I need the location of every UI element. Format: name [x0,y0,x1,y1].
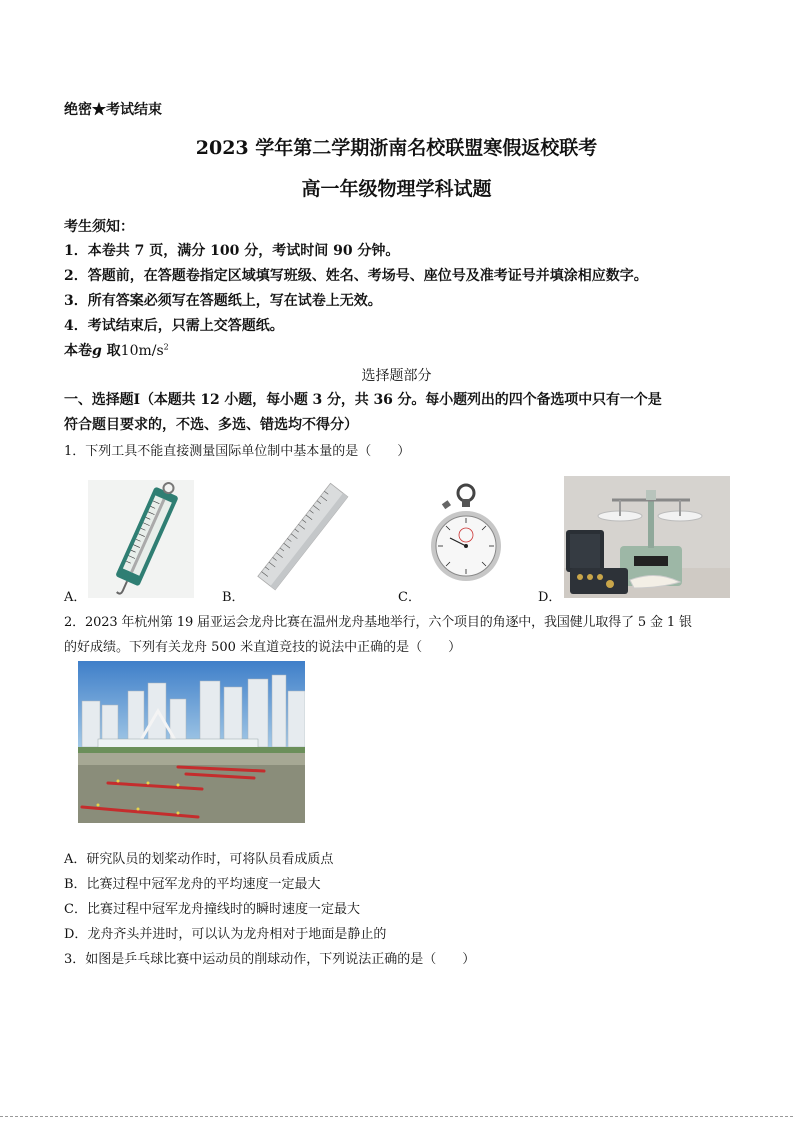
question-1-stem: 1．下列工具不能直接测量国际单位制中基本量的是（ ） [64,444,411,459]
q1-option-a-label: A． [64,590,87,605]
gravity-exponent: 2 [163,342,169,352]
notice-item: 2．答题前，在答题卷指定区域填写班级、姓名、考场号、座位号及准考证号并填涂相应数字。 [64,268,648,284]
q2-option-c: C．比赛过程中冠军龙舟撞线时的瞬时速度一定最大 [64,902,360,917]
notice-heading: 考生须知： [64,219,134,235]
part-title: 选择题部分 [361,368,432,384]
gravity-note [64,340,169,360]
question-3-stem: 3．如图是乒乓球比赛中运动员的削球动作，下列说法正确的是（ ） [64,952,476,967]
q1-option-d-label: D． [538,590,562,605]
dragon-boat-race-image [78,661,305,823]
gravity-value: 10m/s [120,343,164,359]
gravity-mid: 取 [101,343,121,359]
gravity-symbol: g [92,343,102,359]
q2-option-d: D．龙舟齐头并进时，可以认为龙舟相对于地面是静止的 [64,927,387,942]
notice-item: 4．考试结束后，只需上交答题纸。 [64,318,284,334]
q2-option-b: B．比赛过程中冠军龙舟的平均速度一定最大 [64,877,321,892]
ruler-image [245,478,360,596]
page-bottom-divider [0,1116,793,1117]
q1-option-c-label: C． [398,590,421,605]
stopwatch-image [428,480,504,596]
q2-option-a: A．研究队员的划桨动作时，可将队员看成质点 [64,852,334,867]
question-2-stem-line1: 2．2023 年杭州第 19 届亚运会龙舟比赛在温州龙舟基地举行，六个项目的角逐中，我国健儿取得了 5 金 1 银 [64,615,692,630]
spring-scale-image [88,480,194,598]
q1-option-b-label: B． [222,590,245,605]
exam-subtitle: 高一年级物理学科试题 [301,178,492,200]
secret-label: 绝密★考试结束 [64,102,162,118]
section-instruction-line2: 符合题目要求的，不选、多选、错选均不得分） [64,417,358,433]
balance-scale-image [564,476,730,598]
section-instruction-line1: 一、选择题Ⅰ（本题共 12 小题，每小题 3 分，共 36 分。每小题列出的四个备选项中只有一个是 [64,392,662,408]
exam-title: 2023 学年第二学期浙南名校联盟寒假返校联考 [195,137,598,159]
gravity-prefix: 本卷 [64,343,92,359]
notice-item: 1．本卷共 7 页，满分 100 分，考试时间 90 分钟。 [64,243,400,259]
notice-item: 3．所有答案必须写在答题纸上，写在试卷上无效。 [64,293,382,309]
question-2-stem-line2: 的好成绩。下列有关龙舟 500 米直道竞技的说法中正确的是（ ） [64,640,462,655]
